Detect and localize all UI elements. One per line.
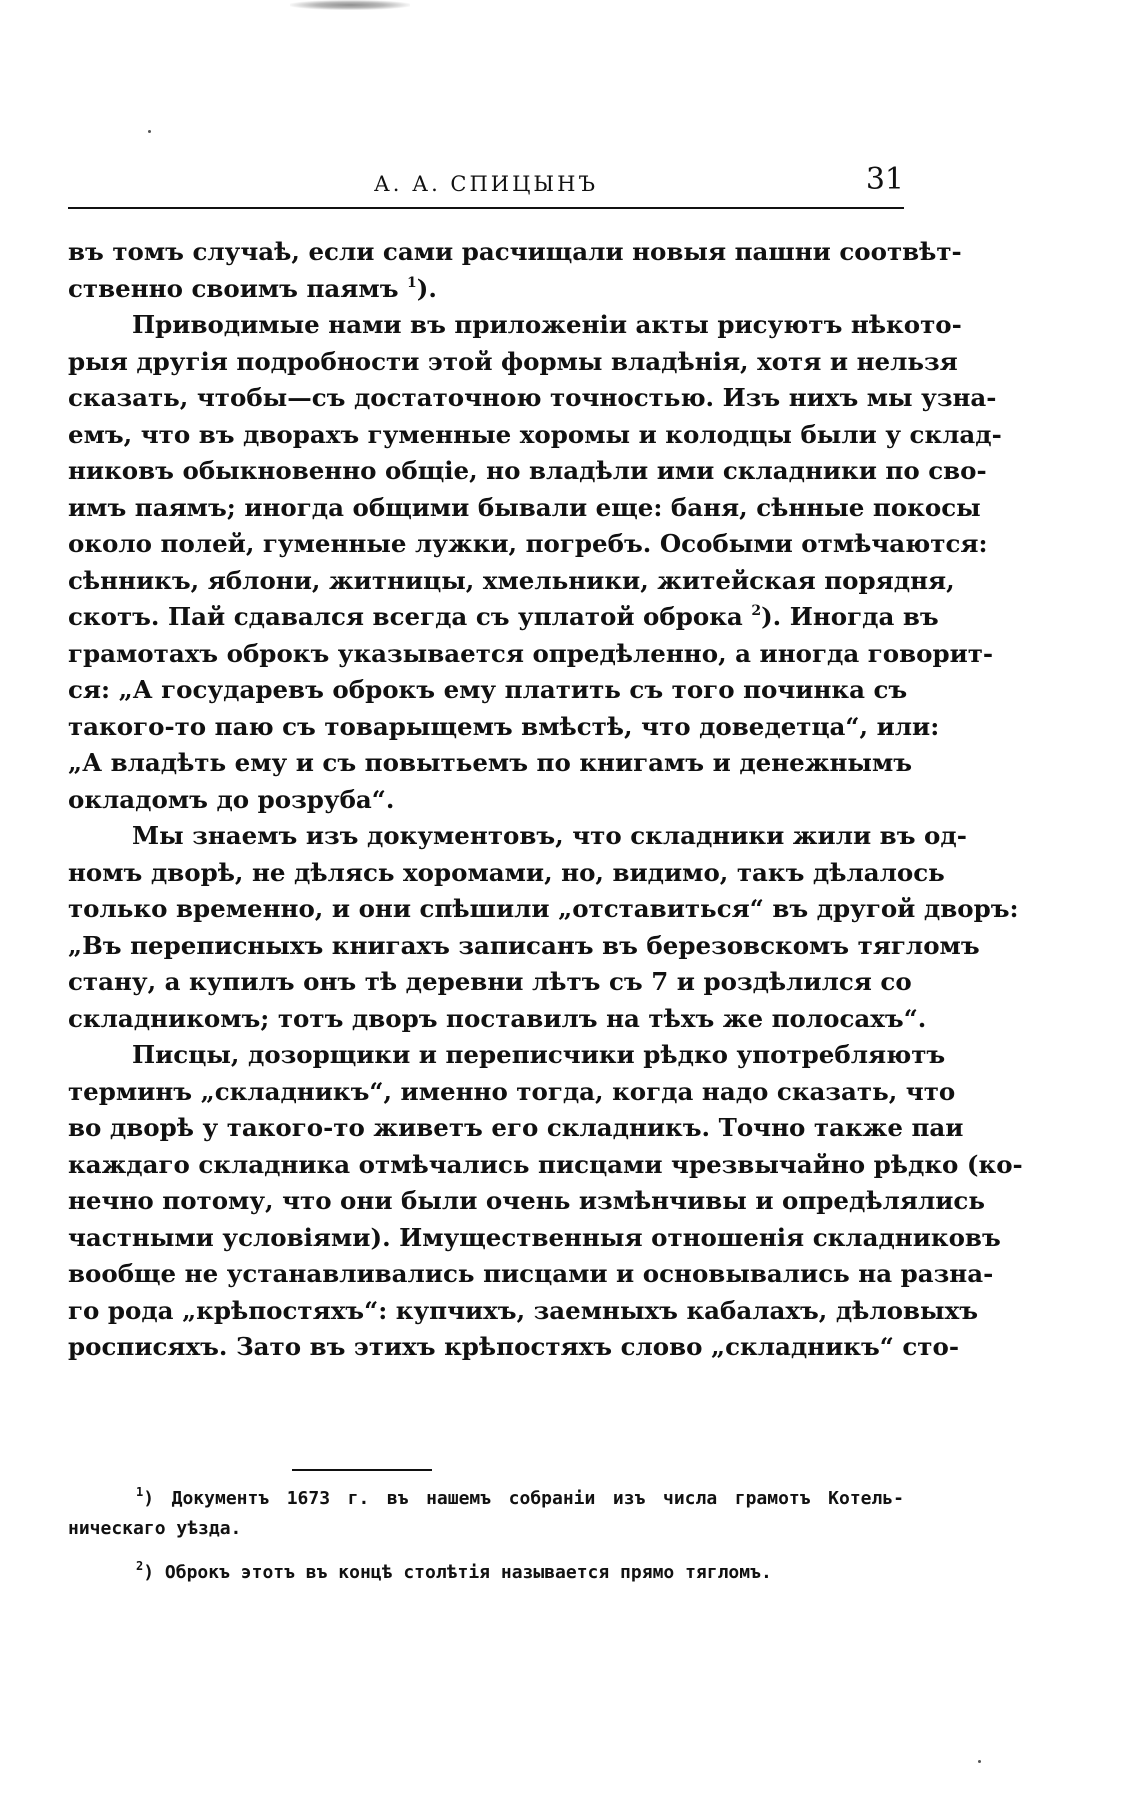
text-line: Писцы, дозорщики и переписчики рѣдко употребляютъ bbox=[132, 1040, 946, 1069]
text-line: въ томъ случаѣ, если сами расчищали новыя пашни соотвѣт- bbox=[68, 237, 962, 266]
footnote-2 bbox=[68, 1558, 904, 1588]
text-line: го рода „крѣпостяхъ“: купчихъ, заемныхъ кабалахъ, дѣловыхъ bbox=[68, 1295, 978, 1325]
body-text bbox=[68, 234, 1023, 1366]
text-line: складникомъ; тотъ дворъ поставилъ на тѣхъ же полосахъ“. bbox=[68, 1003, 927, 1033]
running-title: А. А. СПИЦЫНЪ bbox=[373, 172, 599, 196]
text-line: имъ паямъ; иногда общими бывали еще: баня, сѣнные покосы bbox=[68, 492, 981, 522]
footnote-2-mark: 2 bbox=[136, 1559, 144, 1573]
text-line bbox=[68, 271, 904, 308]
text-line: „А владѣть ему и съ повытьемъ по книгамъ и денежнымъ bbox=[68, 748, 913, 777]
text-line: терминъ „складникъ“, именно тогда, когда надо сказать, что bbox=[68, 1076, 956, 1106]
footnote-rule bbox=[292, 1469, 432, 1471]
header-rule bbox=[68, 207, 904, 209]
text-line: сказать, чтобы—съ достаточною точностью. Изъ нихъ мы узна- bbox=[68, 383, 997, 412]
scan-speck bbox=[978, 1760, 981, 1763]
text-line: никовъ обыкновенно общіе, но владѣли ими складники по сво- bbox=[68, 456, 987, 485]
text-line: частными условіями). Имущественныя отношенія складниковъ bbox=[68, 1222, 1001, 1252]
text-line: только временно, и они спѣшили „отставиться“ въ другой дворъ: bbox=[68, 894, 1019, 923]
text-line: окладомъ до розруба“. bbox=[68, 784, 395, 814]
footnote-1-continued: ническаго уѣзда. bbox=[68, 1518, 242, 1539]
text-line: стану, а купилъ онъ тѣ деревни лѣтъ съ 7 и роздѣлился со bbox=[68, 967, 912, 996]
text-line: „Въ переписныхъ книгахъ записанъ въ березовскомъ тягломъ bbox=[68, 930, 980, 960]
text-line: такого-то паю съ товарыщемъ вмѣстѣ, что доведетца“, или: bbox=[68, 711, 940, 741]
text-line: вообще не устанавливались писцами и основывались на разна- bbox=[68, 1259, 994, 1288]
text-line: каждаго складника отмѣчались писцами чрезвычайно рѣдко (ко- bbox=[68, 1149, 1023, 1179]
scan-speck bbox=[148, 130, 151, 133]
scan-smudge bbox=[290, 0, 410, 10]
text-line: Приводимые нами въ приложеніи акты рисуютъ нѣкото- bbox=[132, 310, 962, 339]
text-span: ). bbox=[416, 273, 437, 303]
text-line: росписяхъ. Зато въ этихъ крѣпостяхъ слово „складникъ“ сто- bbox=[68, 1332, 959, 1361]
footnote-1 bbox=[68, 1484, 904, 1514]
text-line: ся: „А государевъ оброкъ ему платить съ того починка съ bbox=[68, 675, 908, 704]
text-line: рыя другія подробности этой формы владѣнія, хотя и нельзя bbox=[68, 346, 958, 376]
footnotes bbox=[68, 1484, 904, 1588]
footnote-ref-2[interactable]: 2 bbox=[751, 603, 762, 619]
text-span: ). bbox=[761, 602, 782, 631]
text-line: Мы знаемъ изъ документовъ, что складники жили въ од- bbox=[132, 821, 967, 850]
footnote-ref-1[interactable]: 1 bbox=[407, 274, 417, 291]
text-line: около полей, гуменные лужки, погребъ. Особыми отмѣчаются: bbox=[68, 529, 988, 558]
footnote-1-text: ) Документъ 1673 г. въ нашемъ собраніи изъ числа грамотъ Котель- bbox=[143, 1488, 904, 1509]
text-line: во дворѣ у такого-то живетъ его складникъ. Точно также паи bbox=[68, 1113, 964, 1142]
text-line: емъ, что въ дворахъ гуменные хоромы и колодцы были у склад- bbox=[68, 419, 1002, 449]
text-line bbox=[68, 599, 939, 636]
text-span: Иногда въ bbox=[789, 602, 939, 631]
text-line: грамотахъ оброкъ указывается опредѣленно, а иногда говорит- bbox=[68, 638, 994, 668]
text-line: нечно потому, что они были очень измѣнчивы и опредѣлялись bbox=[68, 1186, 985, 1215]
text-line: номъ дворѣ, не дѣлясь хоромами, но, видимо, такъ дѣлалось bbox=[68, 857, 945, 887]
page-number: 31 bbox=[865, 162, 904, 197]
footnote-1-mark: 1 bbox=[136, 1485, 144, 1499]
text-span: ственно своимъ паямъ bbox=[68, 273, 399, 303]
running-head bbox=[68, 162, 904, 212]
text-line: сѣнникъ, яблони, житницы, хмельники, житейская порядня, bbox=[68, 565, 955, 595]
footnote-gap bbox=[68, 1544, 904, 1558]
text-span: скотъ. Пай сдавался всегда съ уплатой оброка bbox=[68, 602, 743, 631]
footnote-2-text: ) Оброкъ этотъ въ концѣ столѣтія называется прямо тягломъ. bbox=[143, 1562, 772, 1583]
